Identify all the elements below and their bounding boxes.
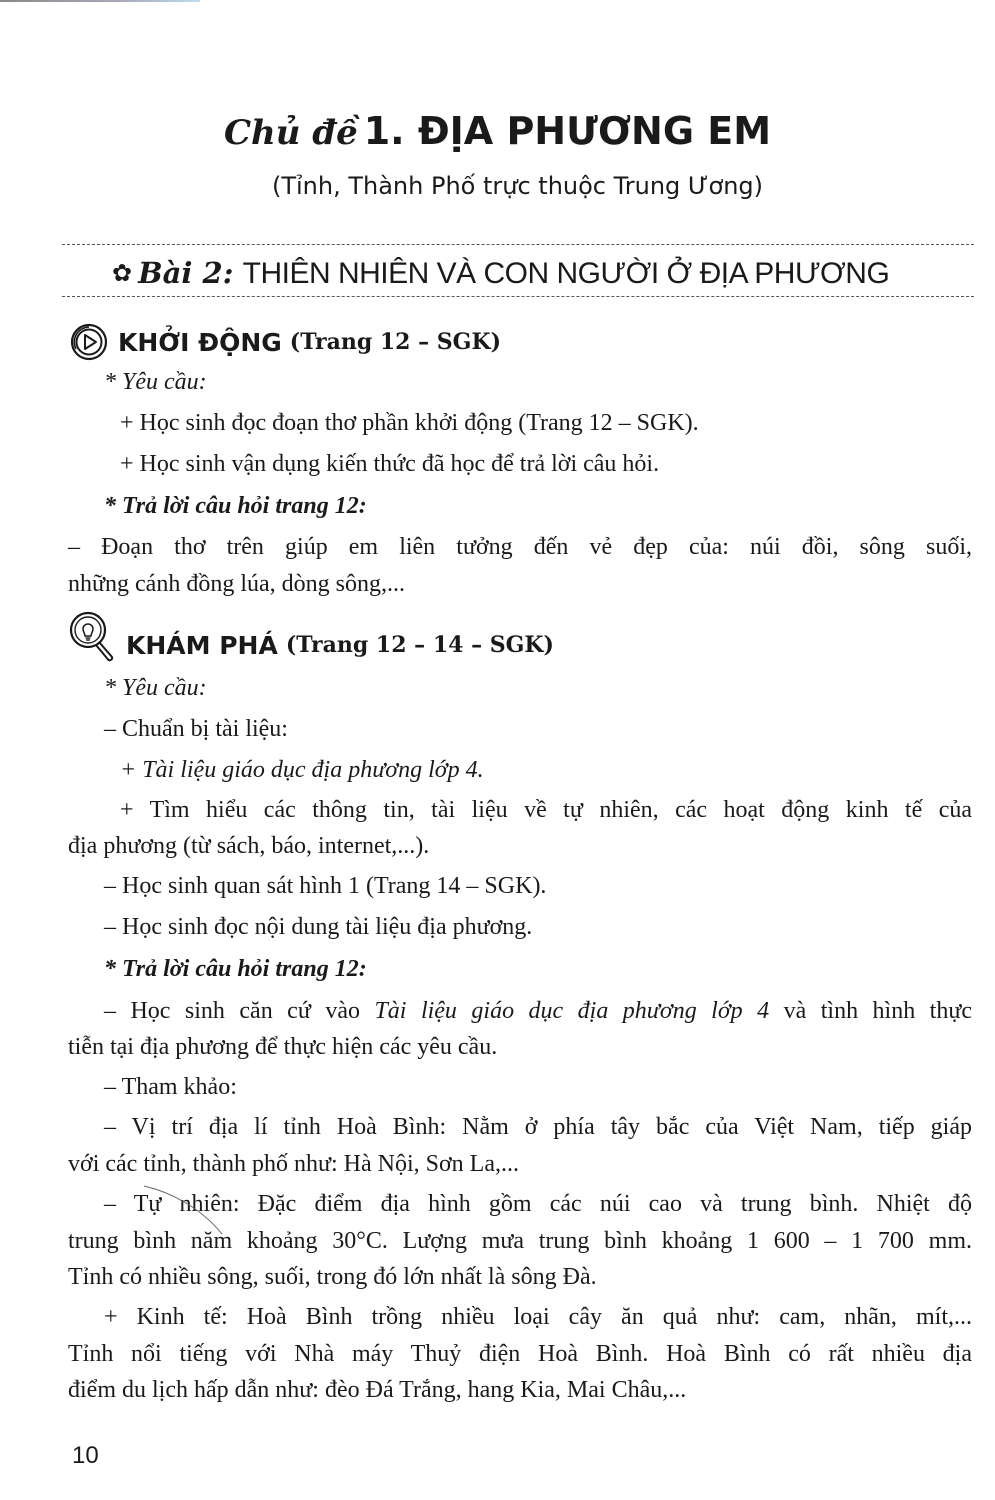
requirement-item: – Học sinh đọc nội dung tài liệu địa phương. xyxy=(104,914,533,940)
answer-text: trung bình năm khoảng 30°C. Lượng mưa trung bình khoảng 1 600 – 1 700 mm. xyxy=(68,1228,972,1254)
answer-text: điểm du lịch hấp dẫn như: đèo Đá Trắng, hang Kia, Mai Châu,... xyxy=(68,1377,687,1403)
requirement-item: + Học sinh đọc đoạn thơ phần khởi động (Trang 12 – SGK). xyxy=(120,410,699,436)
document-title-ref: Tài liệu giáo dục địa phương lớp 4 xyxy=(374,998,770,1024)
section-label: KHÁM PHÁ xyxy=(126,630,278,660)
requirement-item: + Học sinh vận dụng kiến thức đã học để trả lời câu hỏi. xyxy=(120,451,660,477)
requirement-item: – Chuẩn bị tài liệu: xyxy=(104,716,288,742)
play-circle-icon xyxy=(68,322,112,362)
answer-text-part: và tình hình thực xyxy=(769,998,973,1024)
requirement-item: + Tài liệu giáo dục địa phương lớp 4. xyxy=(120,757,484,783)
requirement-item: + Tìm hiểu các thông tin, tài liệu về tự nhiên, các hoạt động kinh tế của xyxy=(120,797,972,823)
answer-text: – Đoạn thơ trên giúp em liên tưởng đến vẻ đẹp của: núi đồi, sông suối, xyxy=(68,534,972,560)
chapter-main-title: 1. ĐỊA PHƯƠNG EM xyxy=(363,109,772,153)
answer-text: – Tham khảo: xyxy=(104,1074,237,1100)
answer-label: * Trả lời câu hỏi trang 12: xyxy=(104,493,367,519)
flower-icon: ✿ xyxy=(112,259,133,287)
lesson-prefix: Bài 2: xyxy=(138,256,234,290)
answer-text: – Vị trí địa lí tỉnh Hoà Bình: Nằm ở phía tây bắc của Việt Nam, tiếp giáp xyxy=(104,1114,972,1140)
answer-text: Tỉnh có nhiều sông, suối, trong đó lớn nhất là sông Đà. xyxy=(68,1264,597,1290)
answer-text: với các tỉnh, thành phố như: Hà Nội, Sơn La,... xyxy=(68,1151,519,1177)
section-page-ref: (Trang 12 – SGK) xyxy=(289,329,501,355)
answer-text: những cánh đồng lúa, dòng sông,... xyxy=(68,571,405,597)
requirement-label: * Yêu cầu: xyxy=(104,675,207,701)
lesson-bottom-rule xyxy=(62,296,974,297)
section-heading-kham-pha xyxy=(66,610,554,664)
section-page-ref: (Trang 12 – 14 – SGK) xyxy=(285,632,554,658)
scan-edge-strip xyxy=(0,0,200,2)
lesson-title xyxy=(112,252,889,295)
chapter-subtitle: (Tỉnh, Thành Phố trực thuộc Trung Ương) xyxy=(271,172,763,200)
chapter-title xyxy=(0,105,995,159)
answer-text: + Kinh tế: Hoà Bình trồng nhiều loại cây ăn quả như: cam, nhãn, mít,... xyxy=(104,1304,972,1330)
chapter-prefix: Chủ đề xyxy=(223,113,358,153)
requirement-item: – Học sinh quan sát hình 1 (Trang 14 – SGK). xyxy=(104,873,547,899)
answer-text: – Tự nhiên: Đặc điểm địa hình gồm các núi cao và trung bình. Nhiệt độ xyxy=(104,1191,972,1217)
lesson-top-rule xyxy=(62,244,974,245)
section-label: KHỞI ĐỘNG xyxy=(118,327,282,357)
lesson-main-title: THIÊN NHIÊN VÀ CON NGƯỜI Ở ĐỊA PHƯƠNG xyxy=(242,257,890,290)
answer-text xyxy=(104,993,972,1029)
magnifier-lightbulb-icon xyxy=(66,610,122,664)
requirement-label: * Yêu cầu: xyxy=(104,369,207,395)
answer-text: tiễn tại địa phương để thực hiện các yêu cầu. xyxy=(68,1034,498,1060)
section-heading-khoi-dong xyxy=(68,322,501,362)
requirement-item: địa phương (từ sách, báo, internet,...). xyxy=(68,833,430,859)
answer-text: Tỉnh nổi tiếng với Nhà máy Thuỷ điện Hoà Bình. Hoà Bình có rất nhiều địa xyxy=(68,1341,972,1367)
answer-text-part: – Học sinh căn cứ vào xyxy=(104,998,375,1024)
page-number: 10 xyxy=(72,1442,99,1469)
answer-label: * Trả lời câu hỏi trang 12: xyxy=(104,956,367,982)
